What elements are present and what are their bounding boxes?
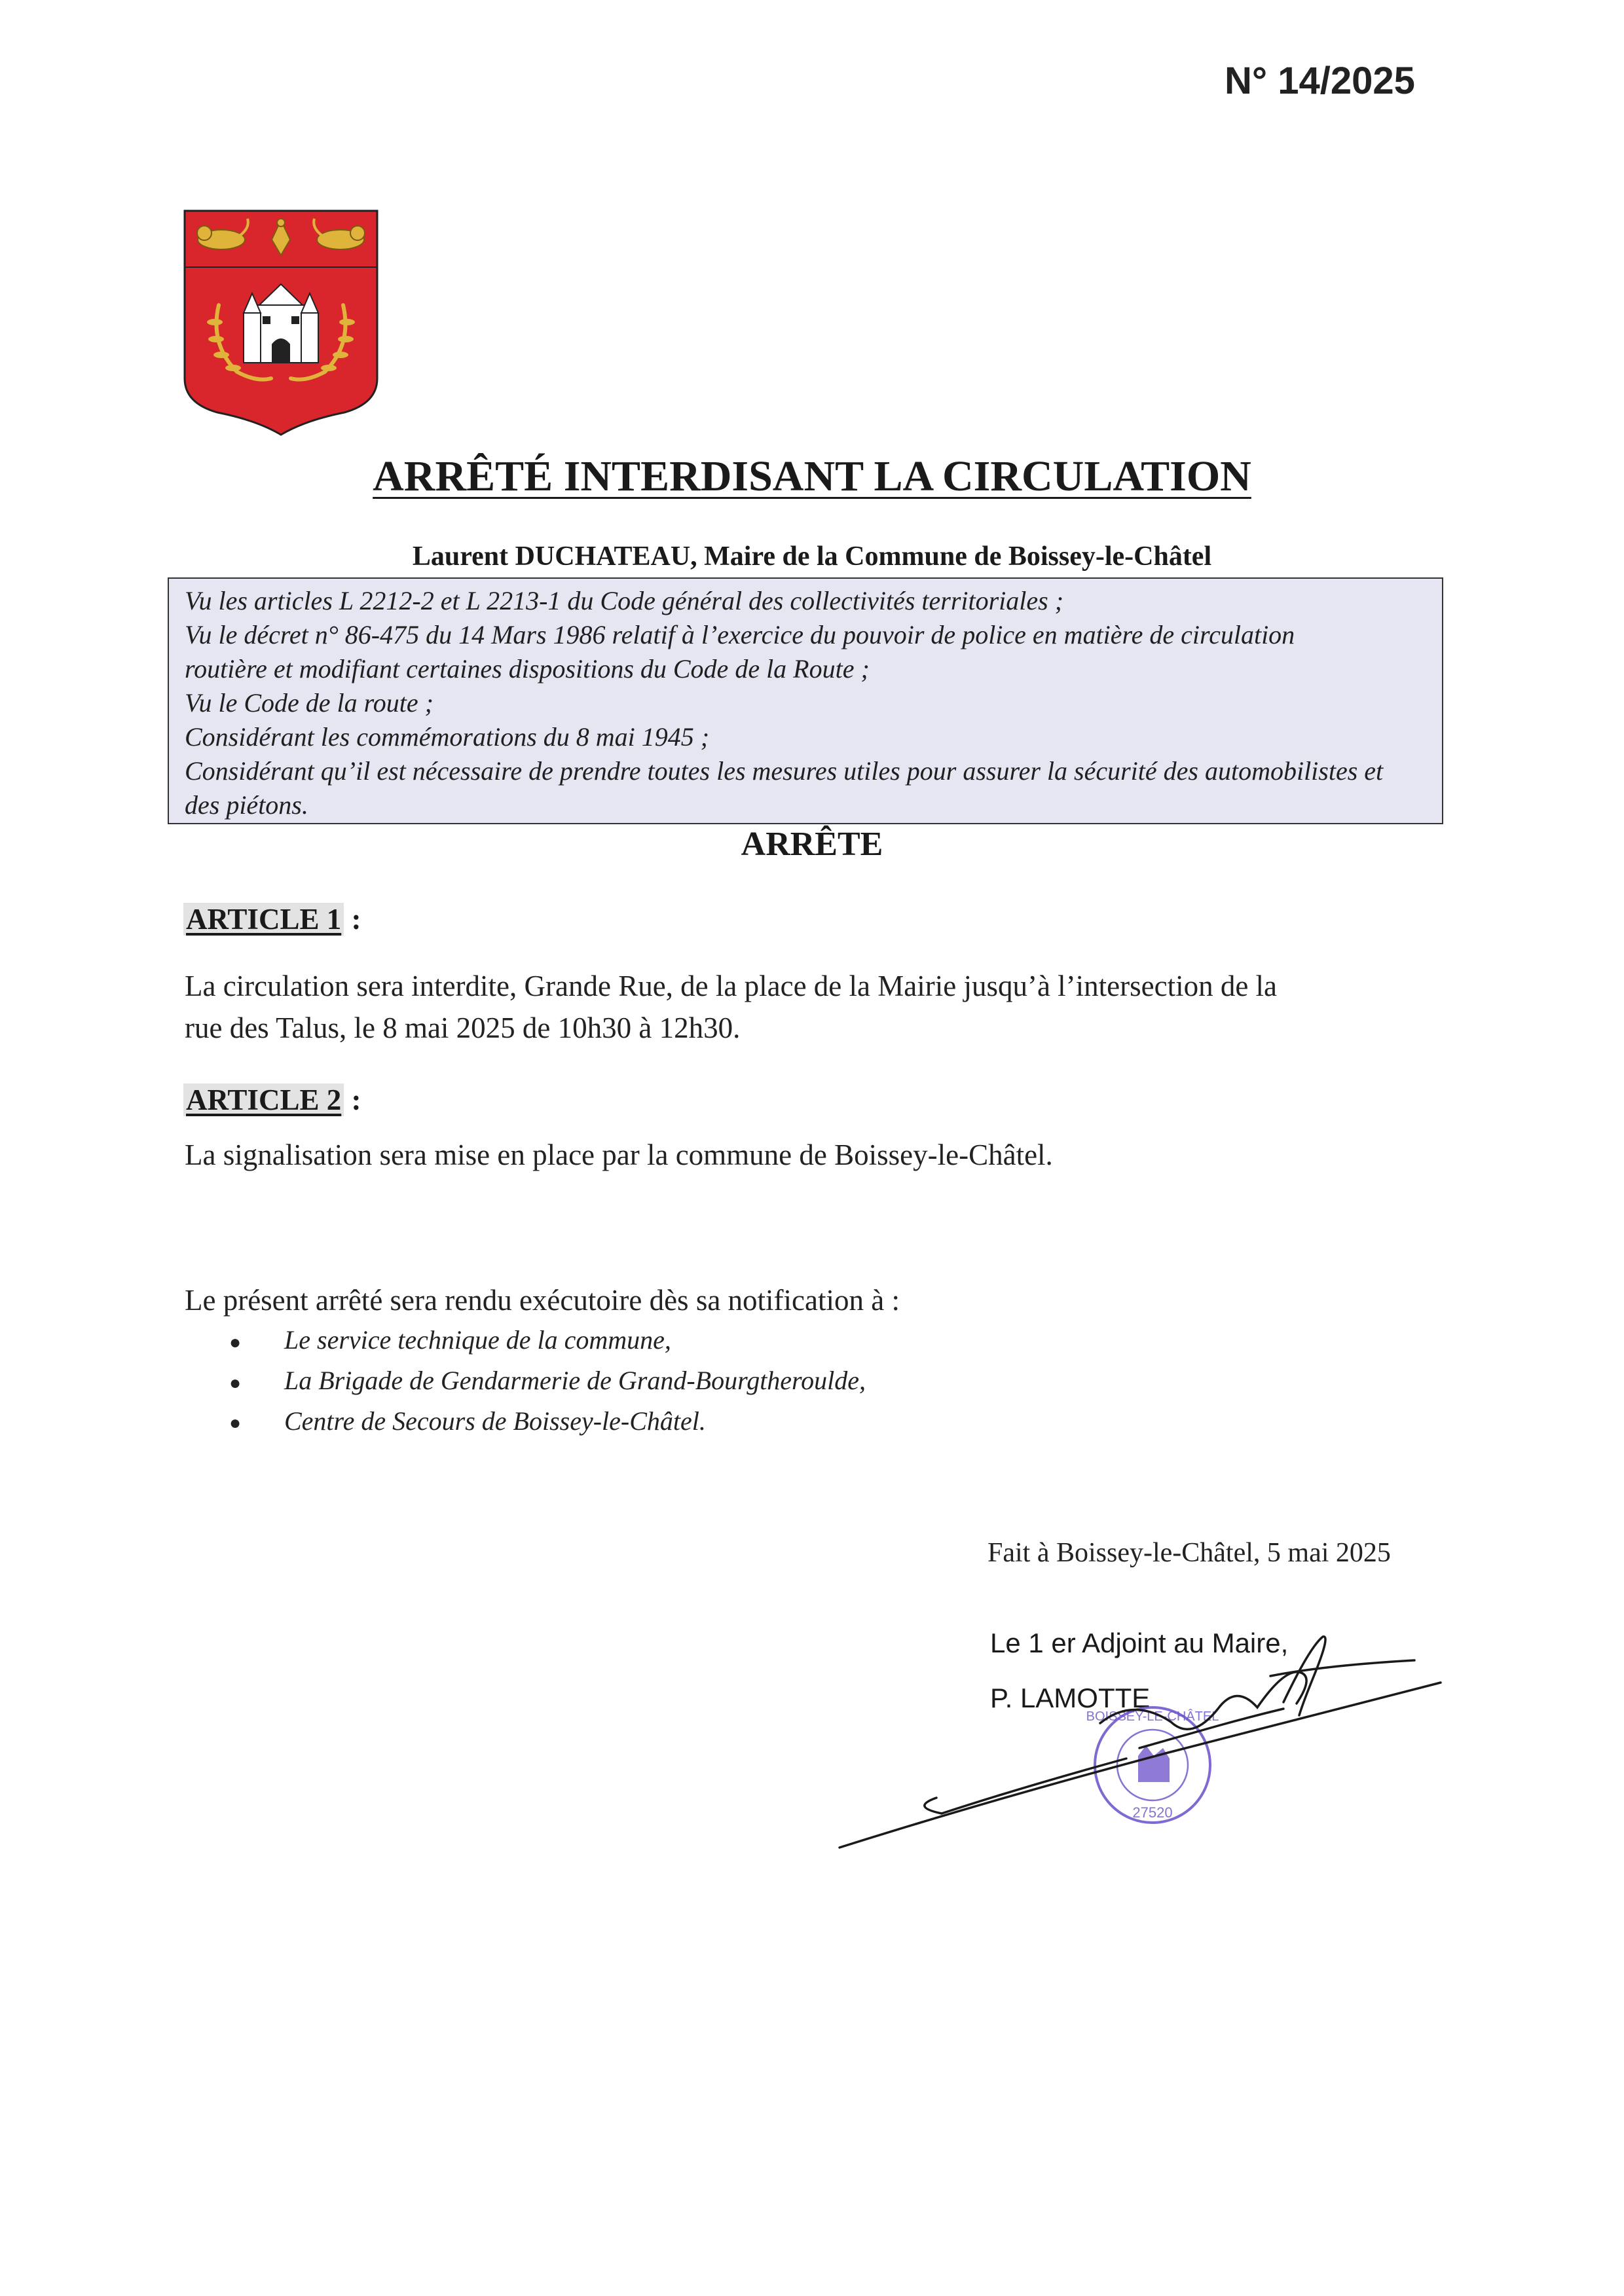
list-item xyxy=(229,1362,866,1402)
bullet-icon: ● xyxy=(229,1331,242,1353)
article-2-label: ARTICLE 2 xyxy=(183,1084,344,1116)
recipient-text: Le service technique de la commune, xyxy=(284,1325,671,1355)
considerant-line: Vu le décret n° 86-475 du 14 Mars 1986 relatif à l’exercice du pouvoir de police en matière de circulation xyxy=(185,620,1295,649)
coat-of-arms-icon xyxy=(181,207,381,436)
svg-text:BOISSEY-LE-CHÂTEL: BOISSEY-LE-CHÂTEL xyxy=(1086,1709,1219,1724)
signatory-name: P. LAMOTTE xyxy=(990,1683,1151,1713)
bullet-icon: ● xyxy=(229,1412,242,1434)
considerants-panel xyxy=(168,577,1443,824)
article-2-line: La signalisation sera mise en place par la commune de Boissey-le-Châtel. xyxy=(185,1139,1053,1171)
article-1-line: La circulation sera interdite, Grande Rue, de la place de la Mairie jusqu’à l’intersection de la xyxy=(185,970,1278,1002)
mayor-line: Laurent DUCHATEAU, Maire de la Commune de Boissey-le-Châtel xyxy=(412,541,1212,572)
decision-heading: ARRÊTE xyxy=(741,826,883,863)
page-title: ARRÊTÉ INTERDISANT LA CIRCULATION xyxy=(373,452,1251,500)
considerant-line: des piétons. xyxy=(185,790,308,820)
recipient-text: Centre de Secours de Boissey-le-Châtel. xyxy=(284,1406,706,1436)
article-1-body xyxy=(185,965,1277,1049)
considerant-line: Vu les articles L 2212-2 et L 2213-1 du Code général des collectivités territoriales ; xyxy=(185,586,1064,615)
svg-text:27520: 27520 xyxy=(1132,1804,1173,1821)
considerant-line: Vu le Code de la route ; xyxy=(185,688,434,718)
place-date: Fait à Boissey-le-Châtel, 5 mai 2025 xyxy=(987,1538,1391,1568)
document-number: N° 14/2025 xyxy=(1225,60,1415,102)
article-1-heading xyxy=(183,902,361,936)
considerant-line: routière et modifiant certaines dispositions du Code de la Route ; xyxy=(185,654,870,683)
notification-intro: Le présent arrêté sera rendu exécutoire dès sa notification à : xyxy=(185,1284,900,1317)
list-item xyxy=(229,1321,866,1362)
article-2-colon: : xyxy=(344,1084,361,1116)
article-1-line: rue des Talus, le 8 mai 2025 de 10h30 à 12h30. xyxy=(185,1011,741,1044)
article-1-colon: : xyxy=(344,903,361,936)
considerant-line: Considérant qu’il est nécessaire de prendre toutes les mesures utiles pour assurer la sécurité des automobilistes et xyxy=(185,756,1384,786)
considerant-line: Considérant les commémorations du 8 mai 1945 ; xyxy=(185,722,710,752)
signatory-role: Le 1 er Adjoint au Maire, xyxy=(990,1628,1289,1658)
bullet-icon: ● xyxy=(229,1372,242,1394)
recipients-list xyxy=(229,1321,866,1442)
list-item xyxy=(229,1402,866,1443)
article-1-label: ARTICLE 1 xyxy=(183,903,344,936)
recipient-text: La Brigade de Gendarmerie de Grand-Bourgtheroulde, xyxy=(284,1365,866,1395)
signature-and-stamp xyxy=(825,1611,1454,1866)
article-2-heading xyxy=(183,1083,361,1117)
article-2-body xyxy=(185,1134,1053,1176)
